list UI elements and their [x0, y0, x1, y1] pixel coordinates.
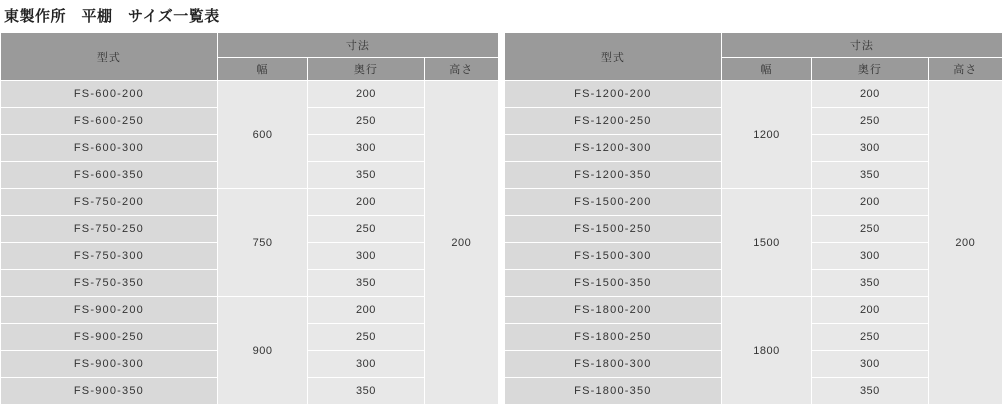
- table-row: [1, 378, 1003, 405]
- height-cell-right: 200: [928, 81, 1002, 405]
- depth-cell: 250: [308, 324, 424, 351]
- header-width-left: 幅: [217, 58, 307, 81]
- model-cell: FS-600-300: [1, 135, 218, 162]
- width-cell: 1200: [721, 81, 811, 189]
- depth-cell: 200: [812, 81, 928, 108]
- page-title: 東製作所 平棚 サイズ一覧表: [4, 8, 220, 25]
- depth-cell: 350: [812, 378, 928, 405]
- depth-cell: 300: [308, 135, 424, 162]
- table-row: [1, 162, 1003, 189]
- model-cell: FS-1500-200: [504, 189, 721, 216]
- depth-cell: 350: [308, 162, 424, 189]
- model-cell: FS-900-200: [1, 297, 218, 324]
- table-body: [1, 81, 1003, 405]
- depth-cell: 200: [308, 297, 424, 324]
- depth-cell: 250: [812, 108, 928, 135]
- width-cell: 900: [217, 297, 307, 405]
- size-table: [0, 32, 1003, 405]
- table-row: [1, 324, 1003, 351]
- header-model-left: 型式: [1, 33, 218, 81]
- depth-cell: 350: [308, 270, 424, 297]
- header-row-top: [1, 33, 1003, 58]
- model-cell: FS-1200-250: [504, 108, 721, 135]
- header-height-right: 高さ: [928, 58, 1002, 81]
- table-row: [1, 270, 1003, 297]
- table-row: [1, 243, 1003, 270]
- header-dimensions-right: 寸法: [721, 33, 1002, 58]
- depth-cell: 200: [812, 297, 928, 324]
- width-cell: 1500: [721, 189, 811, 297]
- model-cell: FS-1500-300: [504, 243, 721, 270]
- model-cell: FS-600-200: [1, 81, 218, 108]
- width-cell: 1800: [721, 297, 811, 405]
- table-header: [1, 33, 1003, 81]
- table-row: [1, 189, 1003, 216]
- width-cell: 600: [217, 81, 307, 189]
- depth-cell: 300: [308, 243, 424, 270]
- model-cell: FS-750-300: [1, 243, 218, 270]
- model-cell: FS-750-200: [1, 189, 218, 216]
- model-cell: FS-750-350: [1, 270, 218, 297]
- model-cell: FS-1800-200: [504, 297, 721, 324]
- header-model-right: 型式: [504, 33, 721, 81]
- depth-cell: 300: [812, 135, 928, 162]
- model-cell: FS-1500-350: [504, 270, 721, 297]
- depth-cell: 200: [308, 189, 424, 216]
- header-height-left: 高さ: [424, 58, 498, 81]
- model-cell: FS-1800-250: [504, 324, 721, 351]
- width-cell: 750: [217, 189, 307, 297]
- model-cell: FS-1200-200: [504, 81, 721, 108]
- model-cell: FS-600-350: [1, 162, 218, 189]
- depth-cell: 300: [812, 243, 928, 270]
- model-cell: FS-900-350: [1, 378, 218, 405]
- model-cell: FS-750-250: [1, 216, 218, 243]
- depth-cell: 250: [308, 216, 424, 243]
- model-cell: FS-600-250: [1, 108, 218, 135]
- header-dimensions-left: 寸法: [217, 33, 498, 58]
- model-cell: FS-1800-350: [504, 378, 721, 405]
- header-width-right: 幅: [721, 58, 811, 81]
- depth-cell: 300: [308, 351, 424, 378]
- depth-cell: 250: [812, 216, 928, 243]
- depth-cell: 350: [308, 378, 424, 405]
- depth-cell: 350: [812, 162, 928, 189]
- depth-cell: 350: [812, 270, 928, 297]
- model-cell: FS-900-300: [1, 351, 218, 378]
- model-cell: FS-1500-250: [504, 216, 721, 243]
- depth-cell: 200: [308, 81, 424, 108]
- header-depth-right: 奥行: [812, 58, 928, 81]
- depth-cell: 250: [812, 324, 928, 351]
- table-row: [1, 351, 1003, 378]
- table-gap: [498, 58, 504, 81]
- model-cell: FS-1200-300: [504, 135, 721, 162]
- model-cell: FS-1800-300: [504, 351, 721, 378]
- table-row: [1, 297, 1003, 324]
- table-row: [1, 216, 1003, 243]
- table-row: [1, 108, 1003, 135]
- table-row: [1, 81, 1003, 108]
- model-cell: FS-1200-350: [504, 162, 721, 189]
- header-depth-left: 奥行: [308, 58, 424, 81]
- model-cell: FS-900-250: [1, 324, 218, 351]
- height-cell-left: 200: [424, 81, 498, 405]
- table-row: [1, 135, 1003, 162]
- depth-cell: 300: [812, 351, 928, 378]
- depth-cell: 250: [308, 108, 424, 135]
- depth-cell: 200: [812, 189, 928, 216]
